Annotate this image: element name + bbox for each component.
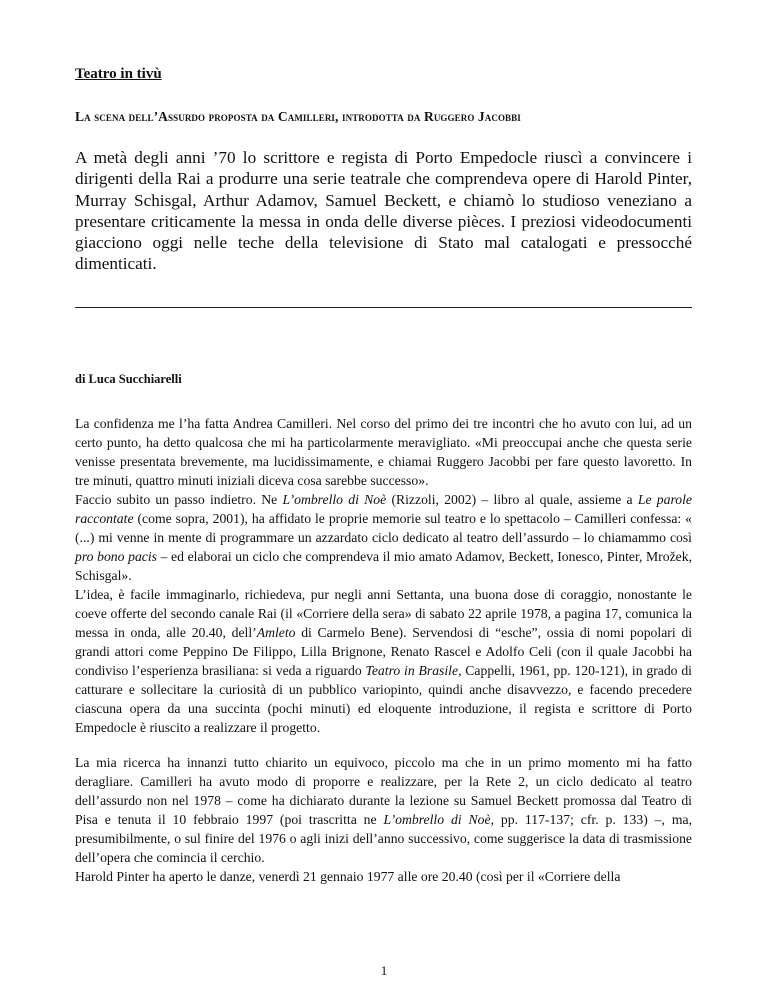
body-paragraph	[75, 753, 692, 867]
text-run: (come sopra, 2001), ha affidato le proprie memorie sul teatro e lo spettacolo – Camilleri confessa: « (...) mi venne in mente di programmare un azzardato ciclo dedicato al teatro dell’assurdo – lo chiamammo così	[75, 511, 692, 545]
italic-text: pro bono pacis	[75, 549, 157, 564]
article-body	[75, 414, 692, 886]
italic-text: Teatro in Brasile	[365, 663, 459, 678]
italic-text: Amleto	[256, 625, 296, 640]
text-run: – ed elaborai un ciclo che comprendeva il mio amato Adamov, Beckett, Ionesco, Pinter, Mrožek, Schisgal».	[75, 549, 692, 583]
article-title: Teatro in tivù	[75, 66, 162, 82]
italic-text: L’ombrello di Noè	[282, 492, 387, 507]
text-run: (Rizzoli, 2002) – libro al quale, assieme a	[386, 492, 638, 507]
page-number: 1	[380, 963, 388, 978]
article-subtitle: La scena dell’Assurdo proposta da Camilleri, introdotta da Ruggero Jacobbi	[75, 109, 521, 124]
body-paragraph	[75, 490, 692, 585]
text-run: Harold Pinter ha aperto le danze, venerdì 21 gennaio 1977 alle ore 20.40 (così per il «Corriere della	[75, 869, 621, 884]
text-run: La confidenza me l’ha fatta Andrea Camilleri. Nel corso del primo dei tre incontri che ho avuto con lui, ad un certo punto, ha detto qualcosa che mi ha particolarmente meravigliato. «Mi preoccupai anche che questa serie venisse presentata brevemente, ma lucidissimamente, e chiamai Ruggero Jacobbi per fare questo lavoretto. In tre minuti, quattro minuti iniziali diceva cosa sarebbe successo».	[75, 416, 692, 488]
author-byline: di Luca Succhiarelli	[75, 372, 182, 386]
text-run: , Cappelli, 1961, pp. 120-121), in grado di catturare e sollecitare la curiosità di un pubblico variopinto, quindi anche disavvezzo, e facendo precedere ciascuna opera da una succinta (pochi minuti) ed eloquente introduzione, il regista e scrittore di Porto Empedocle è riuscito a realizzare il progetto.	[75, 663, 692, 735]
italic-text: L’ombrello di Noè,	[383, 812, 495, 827]
body-paragraph	[75, 414, 692, 490]
text-run: La mia ricerca ha innanzi tutto chiarito un equivoco, piccolo ma che in un primo momento mi ha fatto deragliare. Camilleri ha avuto modo di proporre e realizzare, per la Rete 2, un ciclo dedicato al teatro dell’assurdo non nel 1978 – come ha dichiarato durante la lezione su Samuel Beckett promossa dal Teatro di Pisa e tenuta il 10 febbraio 1997 (poi trascritta ne	[75, 755, 692, 827]
body-paragraph	[75, 867, 692, 886]
body-paragraph	[75, 585, 692, 737]
text-run: L’idea, è facile immaginarlo, richiedeva, pur negli anni Settanta, una buona dose di coraggio, nonostante le coeve offerte del secondo canale Rai (il «Corriere della sera» di sabato 22 aprile 1978, a pagina 17, comunica la messa in onda, alle 20.40, dell’	[75, 587, 692, 640]
italic-text: Le parole raccontate	[75, 492, 692, 526]
text-run: di Carmelo Bene). Servendosi di “esche”, ossia di nomi popolari di grandi attori come Peppino De Filippo, Lilla Brignone, Renato Rascel e Adolfo Celi (con il quale Jacobbi ha condiviso l’esperienza brasiliana: si veda a riguardo	[75, 625, 692, 678]
text-run: Faccio subito un passo indietro. Ne	[75, 492, 283, 507]
text-run: pp. 117-137; cfr. p. 133) –, ma, presumibilmente, o sul finire del 1976 o agli inizi dell’anno successivo, come suggerisce la data di trasmissione dell’opera che comincia il cerchio.	[75, 812, 692, 865]
divider-line	[75, 307, 692, 308]
article-lead: A metà degli anni ’70 lo scrittore e regista di Porto Empedocle riuscì a convincere i dirigenti della Rai a produrre una serie teatrale che comprendeva opere di Harold Pinter, Murray Schisgal, Arthur Adamov, Samuel Beckett, e chiamò lo studioso veneziano a presentare criticamente la messa in onda delle diverse pièces. I preziosi videodocumenti giacciono oggi nelle teche della televisione di Stato mal catalogati e pressocché dimenticati.	[75, 148, 692, 274]
